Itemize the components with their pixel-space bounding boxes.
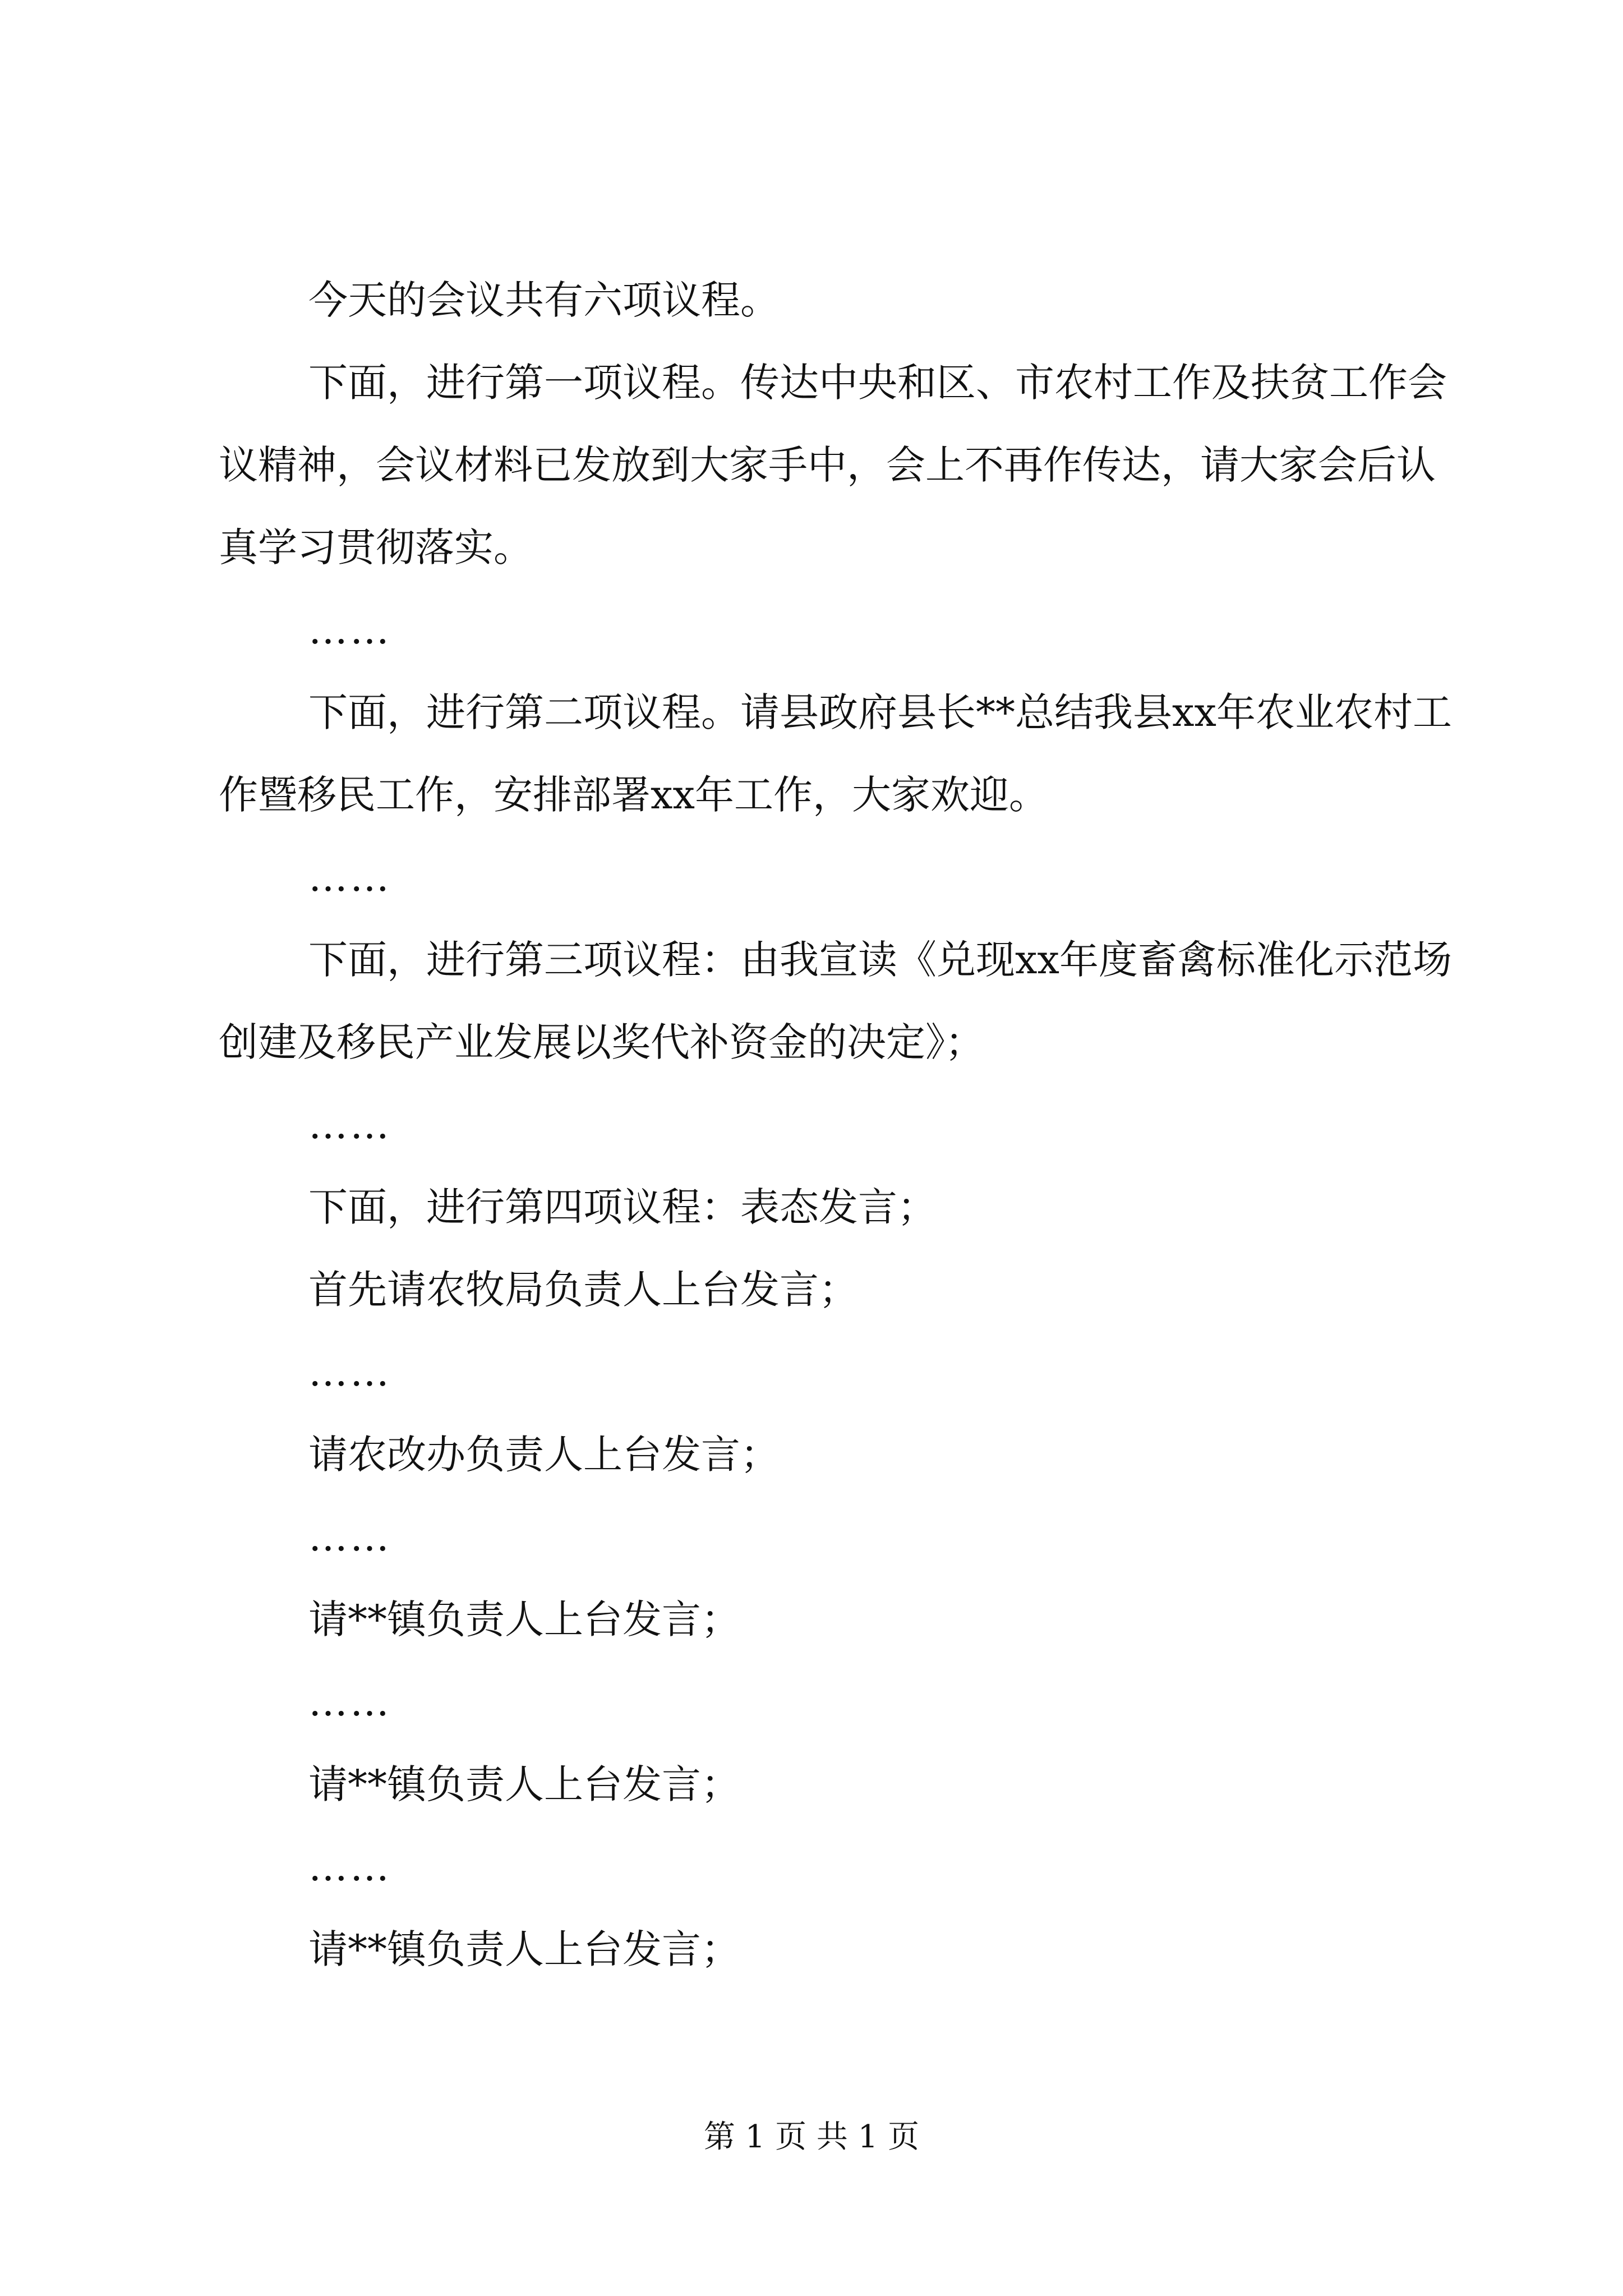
paragraph-agenda-item-2: 下面，进行第二项议程。请县政府县长**总结我县xx年农业农村工作暨移民工作，安排部署xx年工作，大家欢迎。	[219, 689, 1452, 818]
page-footer: 第 1 页 共 1 页	[703, 2119, 920, 2155]
paragraph-agenda-item-1: 下面，进行第一项议程。传达中央和区、市农村工作及扶贫工作会议精神，会议材料已发放到大家手中，会上不再作传达，请大家会后认真学习贯彻落实。	[219, 360, 1447, 570]
ellipsis-line: ……	[308, 1102, 391, 1148]
paragraph-speaker-4: 请**镇负责人上台发言；	[308, 1761, 740, 1807]
paragraph-speaker-5: 请**镇负责人上台发言；	[308, 1926, 740, 1972]
paragraph-speaker-2: 请农改办负责人上台发言；	[308, 1432, 780, 1478]
ellipsis-line: ……	[308, 607, 391, 653]
ellipsis-line: ……	[308, 1844, 391, 1890]
paragraph-speaker-1: 首先请农牧局负责人上台发言；	[308, 1267, 858, 1313]
ellipsis-line: ……	[308, 1679, 391, 1725]
paragraph-agenda-item-3: 下面，进行第三项议程：由我宣读《兑现xx年度畜禽标准化示范场创建及移民产业发展以奖代补资金的决定》；	[219, 937, 1452, 1065]
document-body	[219, 259, 1464, 1991]
ellipsis-line: ……	[308, 854, 391, 900]
paragraph-speaker-3: 请**镇负责人上台发言；	[308, 1596, 740, 1642]
ellipsis-line: ……	[308, 1514, 391, 1560]
paragraph-agenda-count: 今天的会议共有六项议程。	[308, 277, 780, 323]
paragraph-agenda-item-4: 下面，进行第四项议程：表态发言；	[308, 1184, 937, 1230]
ellipsis-line: ……	[308, 1349, 391, 1395]
